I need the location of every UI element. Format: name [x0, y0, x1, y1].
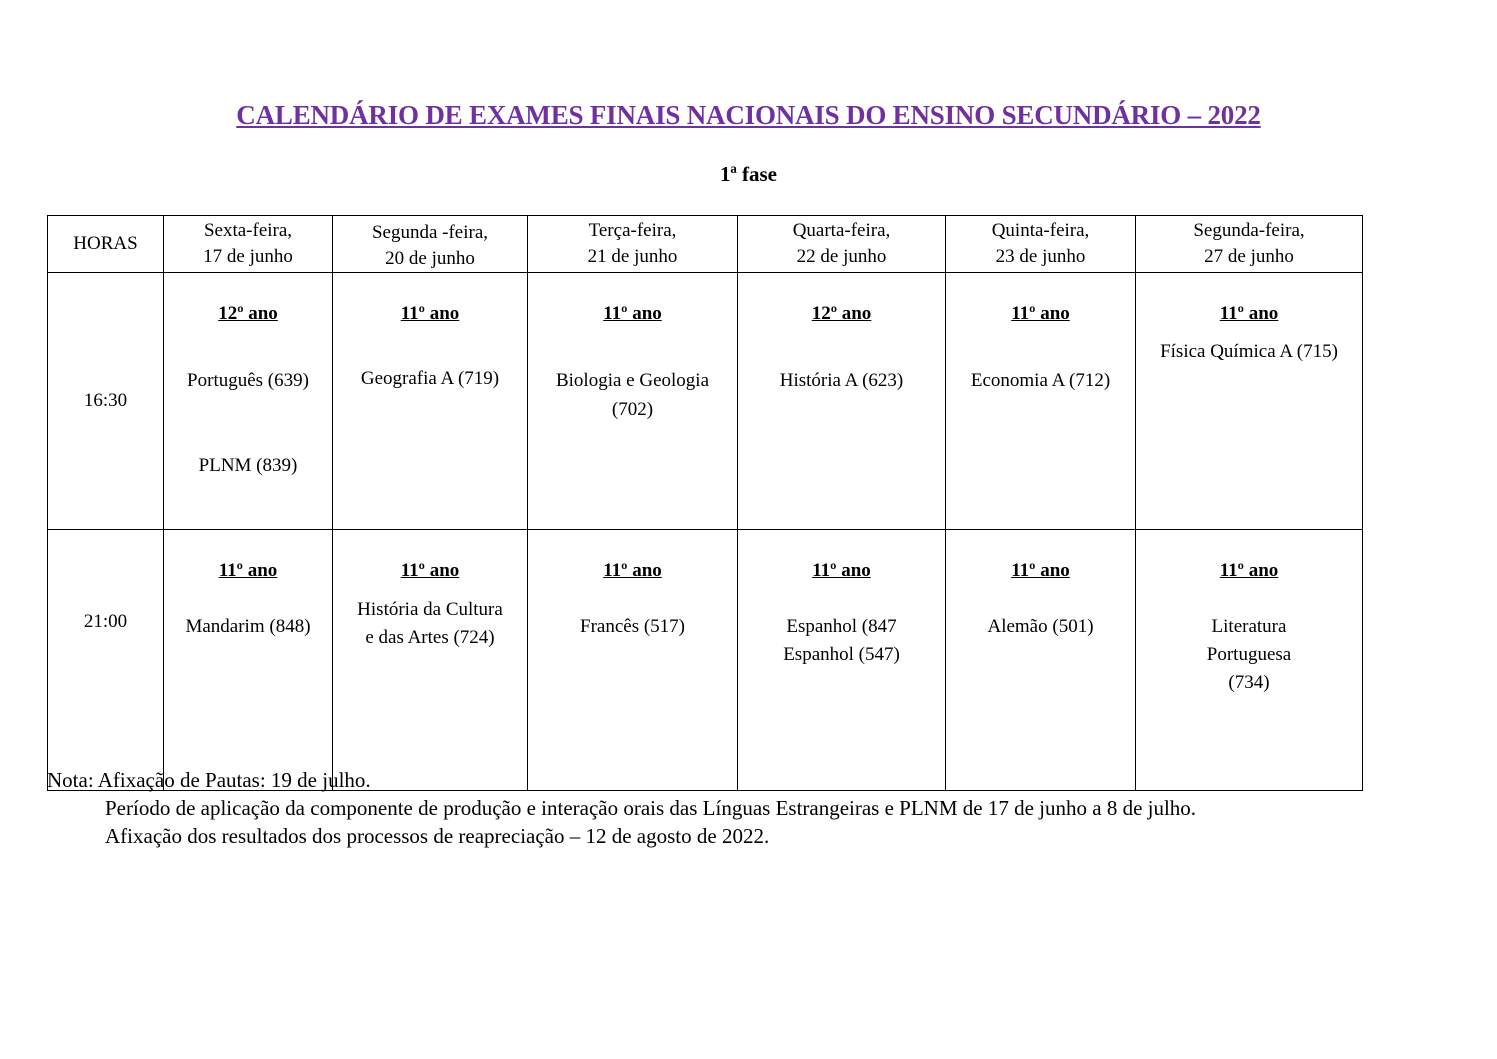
exam-cell	[164, 273, 333, 530]
exam-cell	[1136, 273, 1363, 530]
exam-name: Geografia A (719)	[360, 368, 500, 389]
exam-name: Espanhol (547)	[783, 644, 900, 665]
school-year: 11º ano	[1011, 560, 1070, 581]
school-year: 12º ano	[218, 303, 278, 324]
exam-code: (734)	[1228, 672, 1270, 693]
school-year: 11º ano	[603, 303, 662, 324]
note-block	[47, 766, 1196, 850]
exam-name: Literatura	[1211, 616, 1287, 637]
exam-name: Alemão (501)	[987, 616, 1094, 637]
exam-name: Mandarim (848)	[185, 616, 311, 637]
exam-name: Espanhol (847	[786, 616, 897, 637]
exam-cell	[333, 273, 528, 530]
day-name: Sexta-feira,	[203, 220, 293, 241]
school-year: 11º ano	[400, 560, 460, 581]
day-name: Segunda -feira,	[371, 222, 489, 243]
school-year: 11º ano	[218, 560, 278, 581]
exam-cell	[1136, 530, 1363, 791]
note-line: Afixação dos resultados dos processos de reapreciação – 12 de agosto de 2022.	[105, 824, 770, 848]
day-header	[1136, 216, 1363, 273]
school-year: 11º ano	[1011, 303, 1070, 324]
day-name: Segunda-feira,	[1193, 220, 1305, 241]
exam-name: Física Química A (715)	[1160, 341, 1338, 362]
day-header	[946, 216, 1136, 273]
day-date: 17 de junho	[203, 246, 293, 267]
exam-name: História da Cultura	[357, 599, 503, 620]
exam-cell	[528, 273, 738, 530]
exam-name: Economia A (712)	[970, 370, 1111, 391]
note-line: Período de aplicação da componente de produção e interação orais das Línguas Estrangeiras e PLNM de 17 de junho a 8 de julho.	[105, 796, 1197, 820]
exam-name: e das Artes (724)	[365, 627, 495, 648]
day-date: 20 de junho	[385, 248, 475, 269]
exam-name: Português (639)	[187, 370, 309, 391]
school-year: 11º ano	[1219, 303, 1279, 324]
exam-name: Francês (517)	[580, 616, 685, 637]
exam-name: História A (623)	[779, 370, 904, 391]
day-date: 22 de junho	[796, 246, 887, 267]
hours-header: HORAS	[48, 216, 164, 273]
day-header	[528, 216, 738, 273]
school-year: 11º ano	[400, 303, 460, 324]
table-row	[48, 530, 1363, 791]
exam-calendar-table	[47, 215, 1363, 791]
note-line: Nota: Afixação de Pautas: 19 de julho.	[47, 768, 371, 792]
exam-cell	[528, 530, 738, 791]
day-date: 27 de junho	[1204, 246, 1294, 267]
hour-cell: 16:30	[48, 273, 164, 530]
day-name: Quarta-feira,	[792, 220, 891, 241]
exam-cell	[946, 530, 1136, 791]
exam-cell	[946, 273, 1136, 530]
day-name: Terça-feira,	[588, 220, 677, 241]
exam-name: PLNM (839)	[198, 455, 298, 476]
day-date: 21 de junho	[587, 246, 678, 267]
page-title: CALENDÁRIO DE EXAMES FINAIS NACIONAIS DO ENSINO SECUNDÁRIO – 2022	[236, 100, 1261, 130]
exam-name: Biologia e Geologia	[555, 370, 710, 391]
exam-cell	[164, 530, 333, 791]
day-header	[333, 216, 528, 273]
hour-cell: 21:00	[48, 530, 164, 791]
school-year: 11º ano	[603, 560, 662, 581]
school-year: 11º ano	[1219, 560, 1279, 581]
phase-subtitle: 1ª fase	[719, 162, 778, 186]
table-header-row	[48, 216, 1363, 273]
day-date: 23 de junho	[995, 246, 1086, 267]
day-header	[164, 216, 333, 273]
school-year: 12º ano	[811, 303, 872, 324]
exam-cell	[333, 530, 528, 791]
exam-code: (702)	[611, 399, 654, 420]
day-header	[738, 216, 946, 273]
exam-name: Portuguesa	[1206, 644, 1292, 665]
exam-cell	[738, 273, 946, 530]
day-name: Quinta-feira,	[991, 220, 1090, 241]
exam-cell	[738, 530, 946, 791]
table-row	[48, 273, 1363, 530]
school-year: 11º ano	[812, 560, 871, 581]
